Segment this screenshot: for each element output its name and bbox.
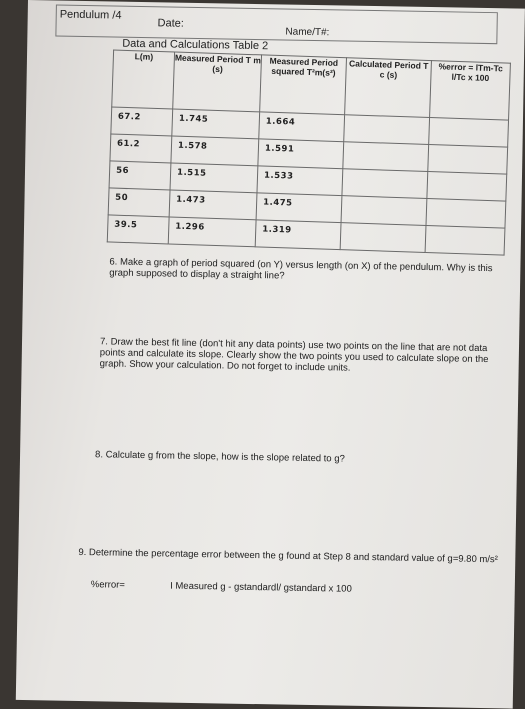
- percent-error-formula: I Measured g - gstandardl/ gstandard x 100: [170, 580, 352, 595]
- cell-period-squared: 1.664: [259, 112, 345, 142]
- percent-error-formula-line: [91, 579, 511, 597]
- table-caption: Data and Calculations Table 2: [122, 37, 269, 53]
- data-table: [107, 49, 511, 255]
- cell-calculated-period: [341, 196, 427, 226]
- worksheet-paper: [16, 0, 525, 709]
- cell-measured-period: 1.473: [169, 190, 257, 220]
- cell-length: 39.5: [107, 215, 169, 244]
- name-label: Name/T#:: [285, 26, 330, 39]
- question-7: 7. Draw the best fit line (don't hit any data points) use two points on the line that are not data points and calculate its slope. Clearly show the two points you used to calculate slope on the graph. Show your calculation. Do not forget to include units.: [99, 336, 489, 374]
- question-9: 9. Determine the percentage error between the g found at Step 8 and standard value of g=9.80 m/s²: [78, 546, 498, 566]
- cell-length: 61.2: [110, 134, 172, 163]
- cell-measured-period: 1.745: [172, 109, 260, 139]
- cell-period-squared: 1.319: [255, 220, 341, 250]
- cell-period-squared: 1.591: [258, 139, 344, 169]
- cell-percent-error: [427, 171, 507, 201]
- date-label: Date:: [157, 17, 185, 30]
- cell-calculated-period: [342, 169, 428, 199]
- cell-percent-error: [429, 118, 509, 148]
- cell-length: 56: [109, 161, 171, 190]
- header-measured-period: Measured Period T m (s): [173, 52, 262, 112]
- cell-percent-error: [425, 225, 505, 255]
- cell-measured-period: 1.578: [171, 136, 259, 166]
- header-length: L(m): [112, 50, 175, 109]
- header-period-squared: Measured Period squared T²m(s²): [260, 55, 347, 115]
- cell-period-squared: 1.533: [257, 166, 343, 196]
- cell-calculated-period: [344, 115, 430, 145]
- cell-percent-error: [426, 198, 506, 228]
- cell-period-squared: 1.475: [256, 193, 342, 223]
- header-percent-error: %error = lTm-Tc l/Tc x 100: [430, 61, 511, 121]
- cell-measured-period: 1.296: [168, 217, 256, 247]
- question-8: 8. Calculate g from the slope, how is the slope related to g?: [94, 449, 345, 465]
- header-calculated-period: Calculated Period T c (s): [345, 58, 432, 118]
- cell-calculated-period: [343, 142, 429, 172]
- cell-calculated-period: [340, 223, 426, 253]
- percent-error-label: %error=: [90, 579, 125, 591]
- cell-length: 50: [108, 188, 170, 217]
- cell-length: 67.2: [111, 107, 173, 136]
- worksheet-title: Pendulum /4: [59, 8, 122, 22]
- cell-percent-error: [428, 145, 508, 175]
- question-6: 6. Make a graph of period squared (on Y) versus length (on X) of the pendulum. Why is this graph supposed to display a straight line?: [109, 256, 493, 282]
- cell-measured-period: 1.515: [170, 163, 258, 193]
